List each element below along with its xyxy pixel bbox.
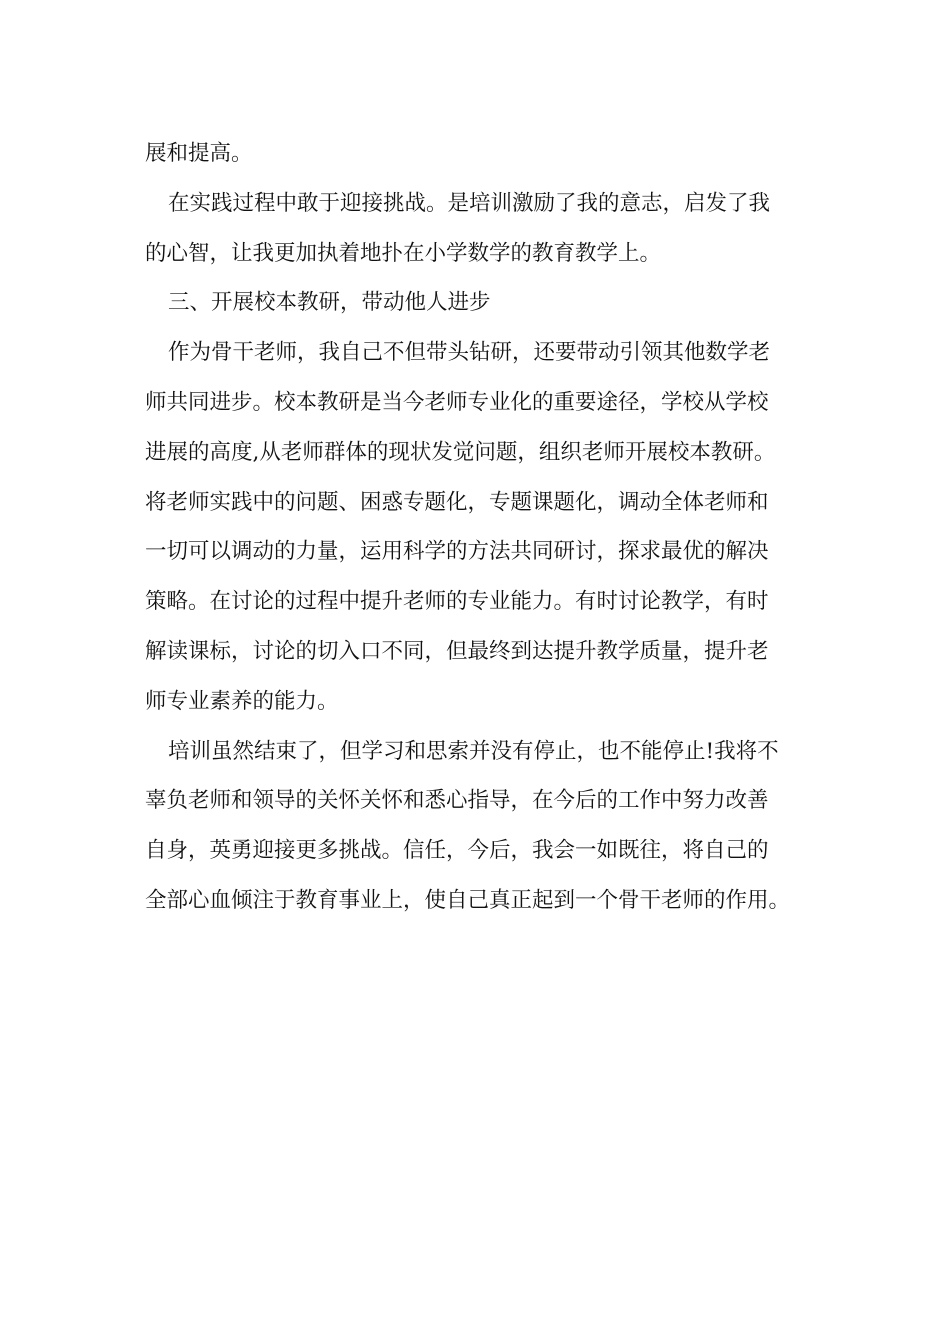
text-line: 策略。在讨论的过程中提升老师的专业能力。有时讨论教学，有时 bbox=[145, 589, 769, 615]
text-line: 一切可以调动的力量，运用科学的方法共同研讨，探求最优的解决 bbox=[145, 539, 769, 565]
document-body bbox=[145, 129, 825, 926]
text-line: 展和提高。 bbox=[145, 141, 253, 166]
text-line: 全部心血倾注于教育事业上，使自己真正起到一个骨干老师的作用。 bbox=[145, 887, 791, 913]
text-line: 辜负老师和领导的关怀关怀和悉心指导，在今后的工作中努力改善 bbox=[145, 788, 769, 814]
text-line: 进展的高度,从老师群体的现状发觉问题，组织老师开展校本教研。 bbox=[145, 439, 776, 465]
paragraph-first-line: 培训虽然结束了，但学习和思索并没有停止，也不能停止!我将不 bbox=[168, 738, 779, 764]
section-heading: 三、开展校本教研，带动他人进步 bbox=[168, 290, 491, 316]
text-line: 自身，英勇迎接更多挑战。信任，今后，我会一如既往，将自己的 bbox=[145, 838, 769, 864]
text-line: 的心智，让我更加执着地扑在小学数学的教育教学上。 bbox=[145, 240, 662, 266]
text-line: 师共同进步。校本教研是当今老师专业化的重要途径，学校从学校 bbox=[145, 389, 769, 415]
text-line: 解读课标，讨论的切入口不同，但最终到达提升教学质量，提升老 bbox=[145, 638, 769, 664]
text-line: 师专业素养的能力。 bbox=[145, 688, 339, 714]
paragraph-first-line: 在实践过程中敢于迎接挑战。是培训激励了我的意志，启发了我 bbox=[168, 190, 771, 216]
text-line: 将老师实践中的问题、困惑专题化，专题课题化，调动全体老师和 bbox=[145, 489, 769, 515]
paragraph-first-line: 作为骨干老师，我自己不但带头钻研，还要带动引领其他数学老 bbox=[168, 340, 771, 366]
